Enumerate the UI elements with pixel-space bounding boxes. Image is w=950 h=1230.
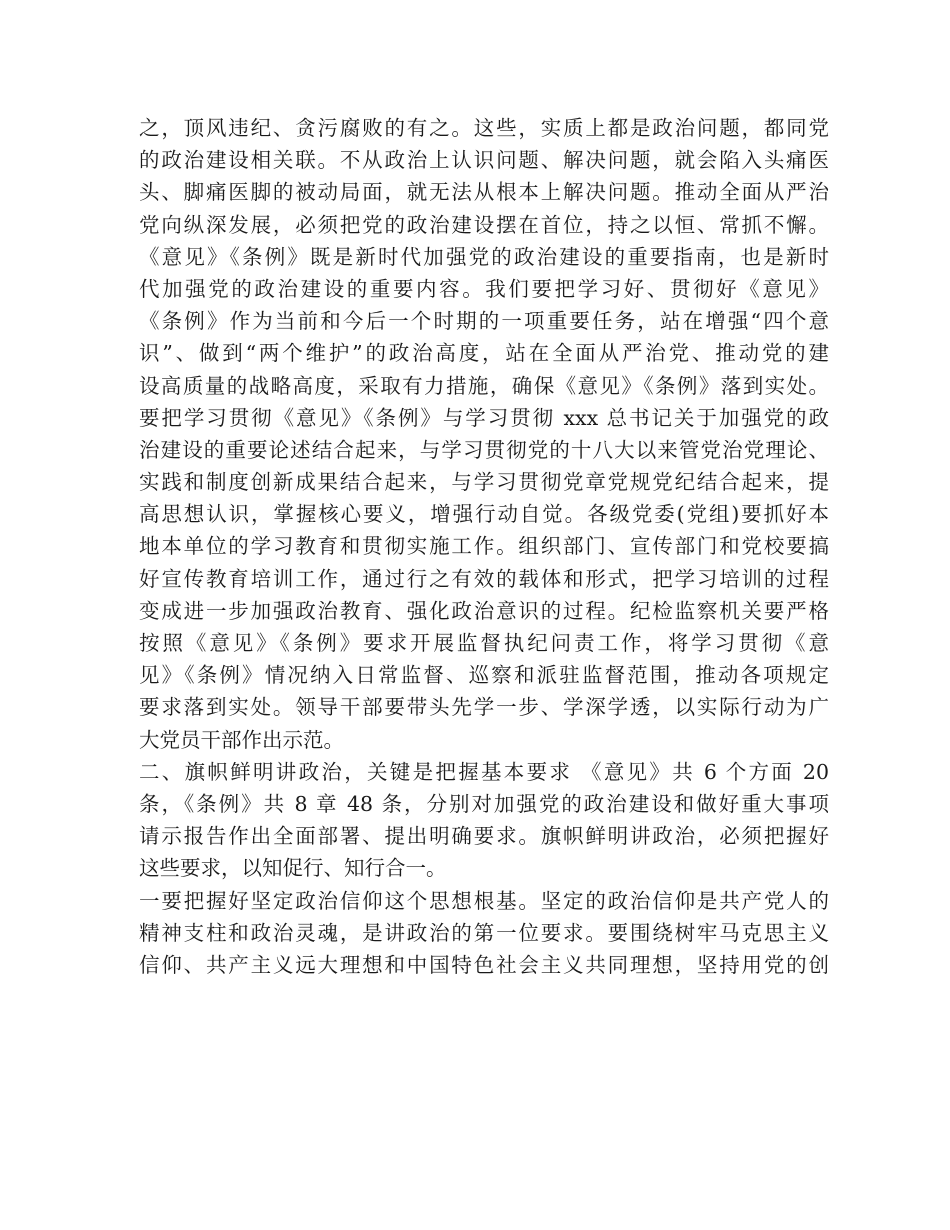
text-line: 见》《条例》情况纳入日常监督、巡察和派驻监督范围，推动各项规定 <box>139 663 829 688</box>
text-line: 条，《条例》共 8 章 48 条，分别对加强党的政治建设和做好重大事项 <box>139 791 829 816</box>
document-body <box>139 112 829 981</box>
text-line: 设高质量的战略高度，采取有力措施，确保《意见》《条例》落到实处。 <box>139 373 829 398</box>
section-heading-line: 二、旗帜鲜明讲政治，关键是把握基本要求 《意见》共 6 个方面 20 <box>139 759 829 784</box>
text-line: 代加强党的政治建设的重要内容。我们要把学习好、贯彻好《意见》 <box>139 276 829 301</box>
text-line: 请示报告作出全面部署、提出明确要求。旗帜鲜明讲政治，必须把握好 <box>139 824 829 849</box>
text-line: 信仰、共产主义远大理想和中国特色社会主义共同理想，坚持用党的创 <box>139 952 829 977</box>
text-line: 实践和制度创新成果结合起来，与学习贯彻党章党规党纪结合起来，提 <box>139 470 829 495</box>
text-line: 地本单位的学习教育和贯彻实施工作。组织部门、宣传部门和党校要搞 <box>139 534 829 559</box>
text-line: 要求落到实处。领导干部要带头先学一步、学深学透，以实际行动为广 <box>139 695 829 720</box>
text-line: 一要把握好坚定政治信仰这个思想根基。坚定的政治信仰是共产党人的 <box>139 888 829 913</box>
text-line: 精神支柱和政治灵魂，是讲政治的第一位要求。要围绕树牢马克思主义 <box>139 920 829 945</box>
text-line: 变成进一步加强政治教育、强化政治意识的过程。纪检监察机关要严格 <box>139 598 829 623</box>
text-line: 党向纵深发展，必须把党的政治建设摆在首位，持之以恒、常抓不懈。 <box>139 212 829 237</box>
text-line: 按照《意见》《条例》要求开展监督执纪问责工作，将学习贯彻《意 <box>139 631 829 655</box>
paragraph-end-line: 这些要求，以知促行、知行合一。 <box>139 856 447 881</box>
text-line: 好宣传教育培训工作，通过行之有效的载体和形式，把学习培训的过程 <box>139 566 829 591</box>
text-line: 的政治建设相关联。不从政治上认识问题、解决问题，就会陷入头痛医 <box>139 148 829 173</box>
text-line: 头、脚痛医脚的被动局面，就无法从根本上解决问题。推动全面从严治 <box>139 180 829 205</box>
paragraph-end-line: 大党员干部作出示范。 <box>139 727 344 752</box>
text-line: 《条例》作为当前和今后一个时期的一项重要任务，站在增强“四个意 <box>139 309 829 334</box>
text-line: 要把学习贯彻《意见》《条例》与学习贯彻 xxx 总书记关于加强党的政 <box>139 405 829 430</box>
text-line: 治建设的重要论述结合起来，与学习贯彻党的十八大以来管党治党理论、 <box>139 437 829 462</box>
text-line: 《意见》《条例》既是新时代加强党的政治建设的重要指南，也是新时 <box>139 244 829 269</box>
text-line: 识”、做到“两个维护”的政治高度，站在全面从严治党、推动党的建 <box>139 341 829 366</box>
text-line: 高思想认识，掌握核心要义，增强行动自觉。各级党委(党组)要抓好本 <box>139 502 829 527</box>
text-line: 之，顶风违纪、贪污腐败的有之。这些，实质上都是政治问题，都同党 <box>139 116 829 140</box>
